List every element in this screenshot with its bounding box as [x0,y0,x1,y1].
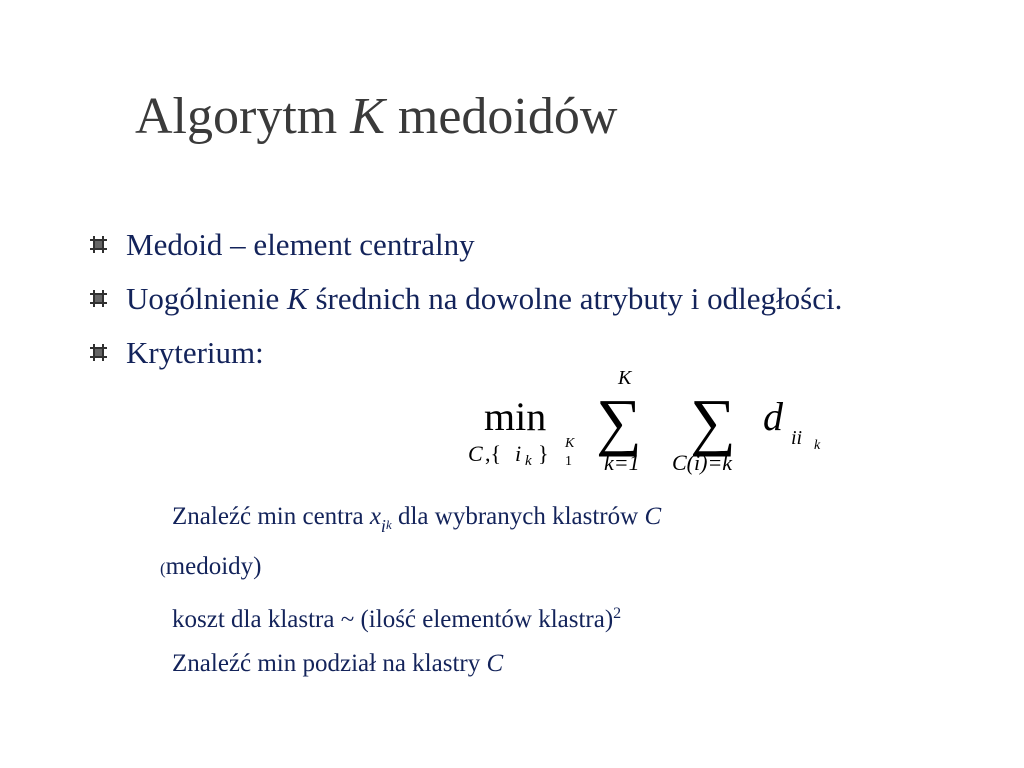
bullet-variable-k: K [287,281,308,316]
formula-min-sub-lower: 1 [565,454,572,469]
note-text: Znaleźć min centra [172,503,370,530]
bullet-item-medoid [88,222,908,268]
note-variable-x: x [369,503,381,530]
note-variable-c: C [644,503,662,530]
bullet-text-after: średnich na dowolne atrybuty i odległości. [307,281,843,316]
formula-d-sub-ii: ii [791,427,803,449]
note-text: medoidy) [165,553,262,580]
bullet-list [88,222,908,384]
formula-d: d [763,394,783,439]
formula-min-sub-close: } [538,441,549,466]
formula-d-sub-k: k [814,438,821,453]
formula-min-sub-i: i [515,441,522,466]
note-subscript-i: i [380,516,386,536]
bullet-marker-icon [90,344,107,361]
note-subscript-k: k [385,517,392,532]
bullet-text-before: Uogólnienie [126,281,287,316]
note-superscript-2: 2 [613,605,622,622]
formula-min-sub-k: k [525,453,532,469]
note-text-mid: dla wybranych klastrów [391,503,645,530]
bullet-text: Kryterium: [126,335,264,370]
title-variable-k: K [350,88,385,145]
note-find-centers [172,500,661,543]
formula-sum2-sigma: ∑ [690,386,736,457]
formula-sum2-lower: C(i)=k [672,450,733,475]
note-find-partition [172,647,503,681]
note-open-paren: ( [160,559,166,578]
note-medoids [160,550,262,586]
formula-min-sub-c: C [468,441,483,466]
bullet-text: Medoid – element centralny [126,227,475,262]
bullet-item-generalization [88,276,908,322]
note-cluster-cost [172,597,621,637]
note-text: Znaleźć min podział na klastry [172,650,487,677]
title-text-before: Algorytm [135,88,351,145]
formula-sum1-sigma: ∑ [596,386,642,457]
formula-min-sub-upper: K [565,436,575,451]
criterion-formula [466,364,846,484]
formula-min: min [484,394,547,439]
formula-min-sub-comma: ,{ [485,441,502,466]
formula-sum1-lower: k=1 [604,450,640,475]
slide-title [135,88,617,145]
note-variable-c: C [486,650,504,677]
note-text: koszt dla klastra ~ (ilość elementów klastra) [172,606,614,633]
formula-sum1-upper: K [618,367,632,389]
bullet-marker-icon [90,236,107,253]
title-text-after: medoidów [384,88,618,145]
bullet-marker-icon [90,290,107,307]
